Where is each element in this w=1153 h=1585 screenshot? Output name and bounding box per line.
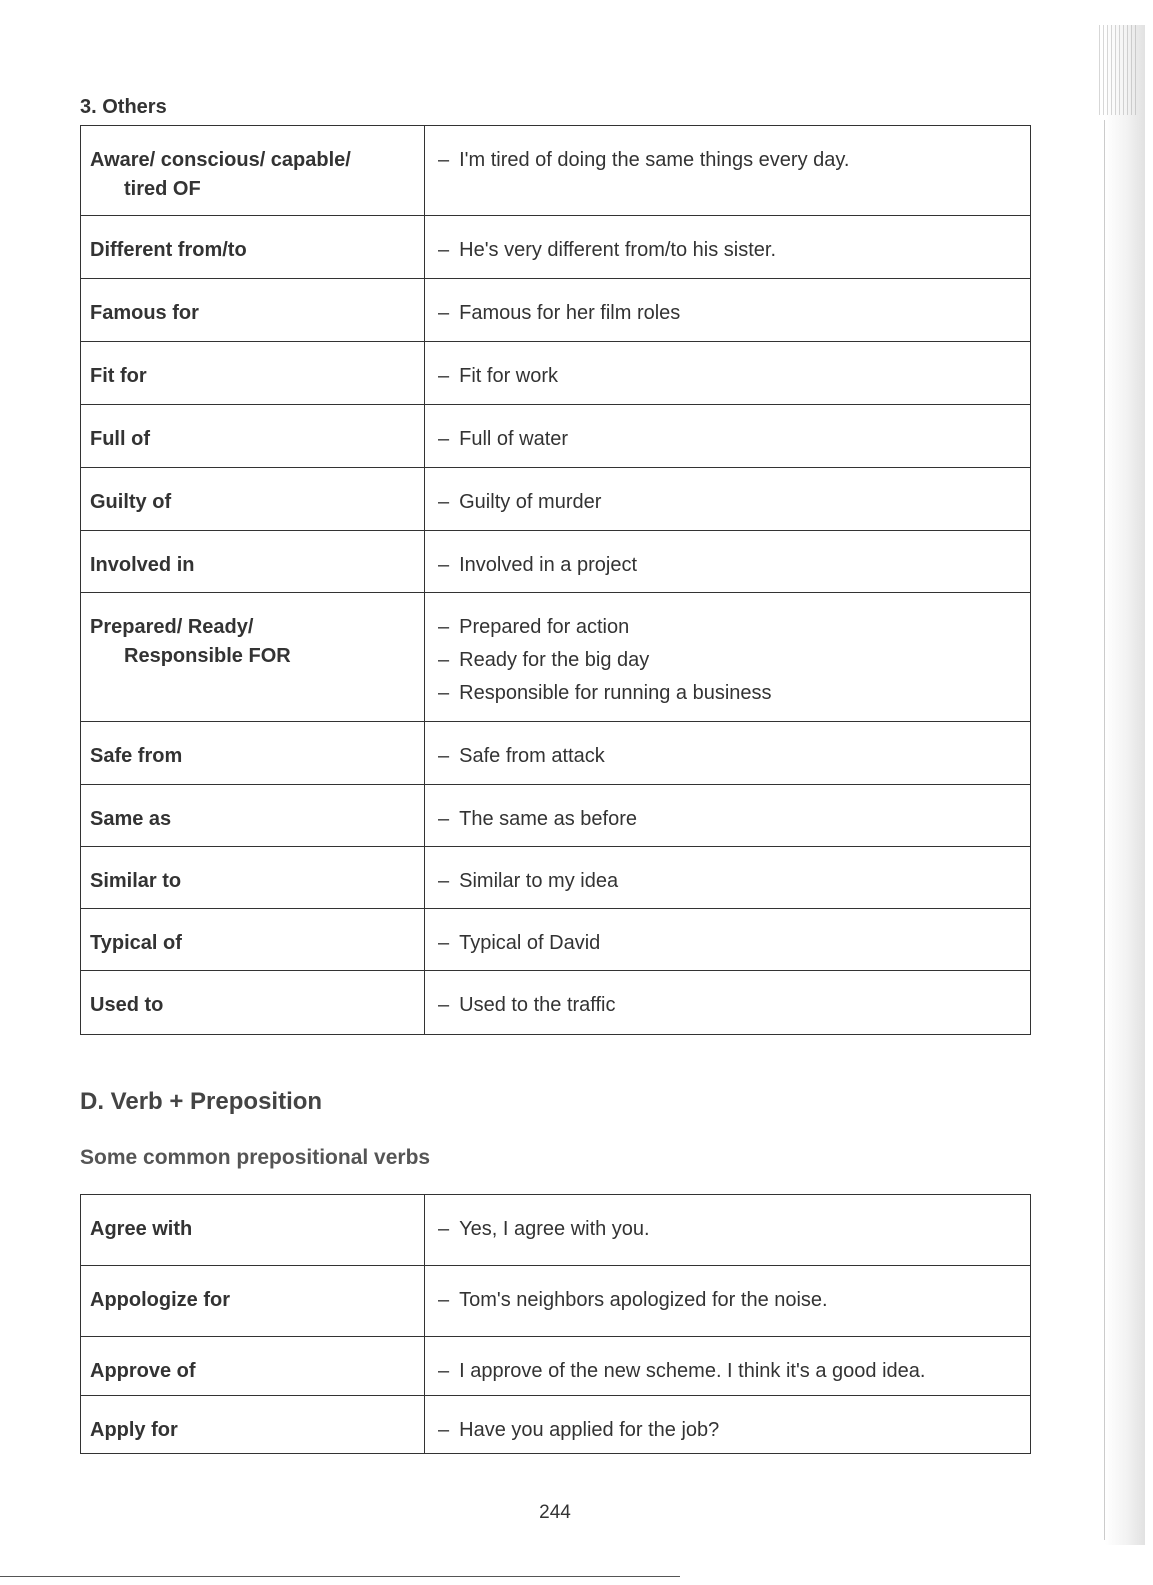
term-text <box>81 126 424 204</box>
example-cell <box>425 216 1031 279</box>
term-line: Full of <box>90 428 150 450</box>
term-text <box>81 593 424 671</box>
example-sentence: – Have you applied for the job? <box>438 1414 1022 1447</box>
term-cell <box>81 531 425 593</box>
table-row <box>81 342 1031 405</box>
example-sentence: – He's very different from/to his sister. <box>438 234 1022 267</box>
example-list <box>425 1396 1030 1447</box>
example-list <box>425 1266 1030 1317</box>
example-sentence: – Tom's neighbors apologized for the noise. <box>438 1284 1022 1317</box>
scan-shadow-top <box>1099 25 1139 115</box>
example-cell <box>425 1337 1031 1396</box>
example-cell <box>425 785 1031 847</box>
example-list <box>425 405 1030 456</box>
table-row <box>81 279 1031 342</box>
term-text <box>81 405 424 454</box>
page-number: 244 <box>539 1502 571 1523</box>
example-sentence: – Typical of David <box>438 927 1022 960</box>
example-list <box>425 722 1030 773</box>
term-cell <box>81 971 425 1035</box>
term-text <box>81 1195 424 1244</box>
term-cell <box>81 342 425 405</box>
subheading-prepositional-verbs: Some common prepositional verbs <box>80 1146 431 1169</box>
term-line: Different from/to <box>90 239 247 261</box>
table-row <box>81 126 1031 216</box>
example-cell <box>425 126 1031 216</box>
table-row <box>81 1195 1031 1266</box>
term-line: Prepared/ Ready/ <box>90 616 254 638</box>
example-sentence: – Ready for the big day <box>438 644 1022 677</box>
example-cell <box>425 279 1031 342</box>
term-line: Typical of <box>90 932 182 954</box>
table-row <box>81 785 1031 847</box>
bottom-scan-rule <box>0 1576 680 1577</box>
table-row <box>81 909 1031 971</box>
example-cell <box>425 722 1031 785</box>
example-cell <box>425 1396 1031 1454</box>
term-line: Appologize for <box>90 1289 230 1311</box>
example-list <box>425 1337 1030 1388</box>
term-cell <box>81 909 425 971</box>
example-sentence: – Involved in a project <box>438 549 1022 582</box>
table-row <box>81 593 1031 722</box>
term-text <box>81 216 424 265</box>
term-text <box>81 531 424 580</box>
example-sentence: – Yes, I agree with you. <box>438 1213 1022 1246</box>
example-cell <box>425 1266 1031 1337</box>
term-text <box>81 909 424 958</box>
term-text <box>81 1337 424 1386</box>
example-list <box>425 785 1030 836</box>
example-cell <box>425 909 1031 971</box>
example-sentence: – The same as before <box>438 803 1022 836</box>
others-table <box>80 125 1031 1035</box>
term-cell <box>81 1396 425 1454</box>
term-line: Famous for <box>90 302 199 324</box>
example-list <box>425 342 1030 393</box>
example-list <box>425 1195 1030 1246</box>
term-text <box>81 722 424 771</box>
example-sentence: – Fit for work <box>438 360 1022 393</box>
example-list <box>425 593 1030 710</box>
example-list <box>425 126 1030 177</box>
term-text <box>81 971 424 1020</box>
term-text <box>81 847 424 896</box>
example-cell <box>425 468 1031 531</box>
term-line: Guilty of <box>90 491 172 513</box>
table-row <box>81 1266 1031 1337</box>
scan-margin-line <box>1104 120 1105 1540</box>
example-sentence: – Used to the traffic <box>438 989 1022 1022</box>
table-row <box>81 405 1031 468</box>
table-row <box>81 216 1031 279</box>
example-cell <box>425 531 1031 593</box>
example-list <box>425 971 1030 1022</box>
example-cell <box>425 971 1031 1035</box>
term-cell <box>81 468 425 531</box>
scan-shadow-edge <box>1105 25 1145 1545</box>
example-cell <box>425 405 1031 468</box>
example-sentence: – Responsible for running a business <box>438 677 1022 710</box>
verbs-table <box>80 1194 1031 1454</box>
term-line: Fit for <box>90 365 147 387</box>
term-line: Similar to <box>90 870 182 892</box>
example-list <box>425 531 1030 582</box>
term-text <box>81 468 424 517</box>
example-sentence: – Safe from attack <box>438 740 1022 773</box>
term-line: Safe from <box>90 745 183 767</box>
table-row <box>81 722 1031 785</box>
example-sentence: – Famous for her film roles <box>438 297 1022 330</box>
example-sentence: – Guilty of murder <box>438 486 1022 519</box>
term-cell <box>81 1266 425 1337</box>
term-cell <box>81 216 425 279</box>
example-sentence: – Similar to my idea <box>438 865 1022 898</box>
term-cell <box>81 126 425 216</box>
term-cell <box>81 405 425 468</box>
section-heading-others: 3. Others <box>80 96 167 118</box>
example-cell <box>425 342 1031 405</box>
term-cell <box>81 1337 425 1396</box>
term-line: Aware/ conscious/ capable/ <box>90 149 351 171</box>
term-line: tired OF <box>124 178 201 200</box>
term-text <box>81 1266 424 1315</box>
term-line: Apply for <box>90 1419 178 1441</box>
example-cell <box>425 847 1031 909</box>
example-list <box>425 279 1030 330</box>
term-text <box>81 342 424 391</box>
example-sentence: – I'm tired of doing the same things every day. <box>438 144 1022 177</box>
table-row <box>81 847 1031 909</box>
term-line: Used to <box>90 994 164 1016</box>
table-row <box>81 971 1031 1035</box>
table-row <box>81 1337 1031 1396</box>
term-cell <box>81 593 425 722</box>
term-line: Approve of <box>90 1360 196 1382</box>
example-list <box>425 847 1030 898</box>
example-list <box>425 216 1030 267</box>
term-cell <box>81 1195 425 1266</box>
example-sentence: – I approve of the new scheme. I think it's a good idea. <box>438 1355 1022 1388</box>
term-cell <box>81 722 425 785</box>
table-row <box>81 468 1031 531</box>
term-cell <box>81 785 425 847</box>
example-list <box>425 909 1030 960</box>
term-text <box>81 279 424 328</box>
example-cell <box>425 593 1031 722</box>
term-cell <box>81 279 425 342</box>
example-sentence: – Prepared for action <box>438 611 1022 644</box>
table-row <box>81 1396 1031 1454</box>
term-text <box>81 785 424 834</box>
term-line: Responsible FOR <box>124 645 291 667</box>
term-line: Same as <box>90 808 172 830</box>
section-heading-verb-preposition: D. Verb + Preposition <box>80 1088 323 1115</box>
example-list <box>425 468 1030 519</box>
term-line: Agree with <box>90 1218 193 1240</box>
example-sentence: – Full of water <box>438 423 1022 456</box>
term-text <box>81 1396 424 1445</box>
term-cell <box>81 847 425 909</box>
term-line: Involved in <box>90 554 195 576</box>
table-row <box>81 531 1031 593</box>
example-cell <box>425 1195 1031 1266</box>
